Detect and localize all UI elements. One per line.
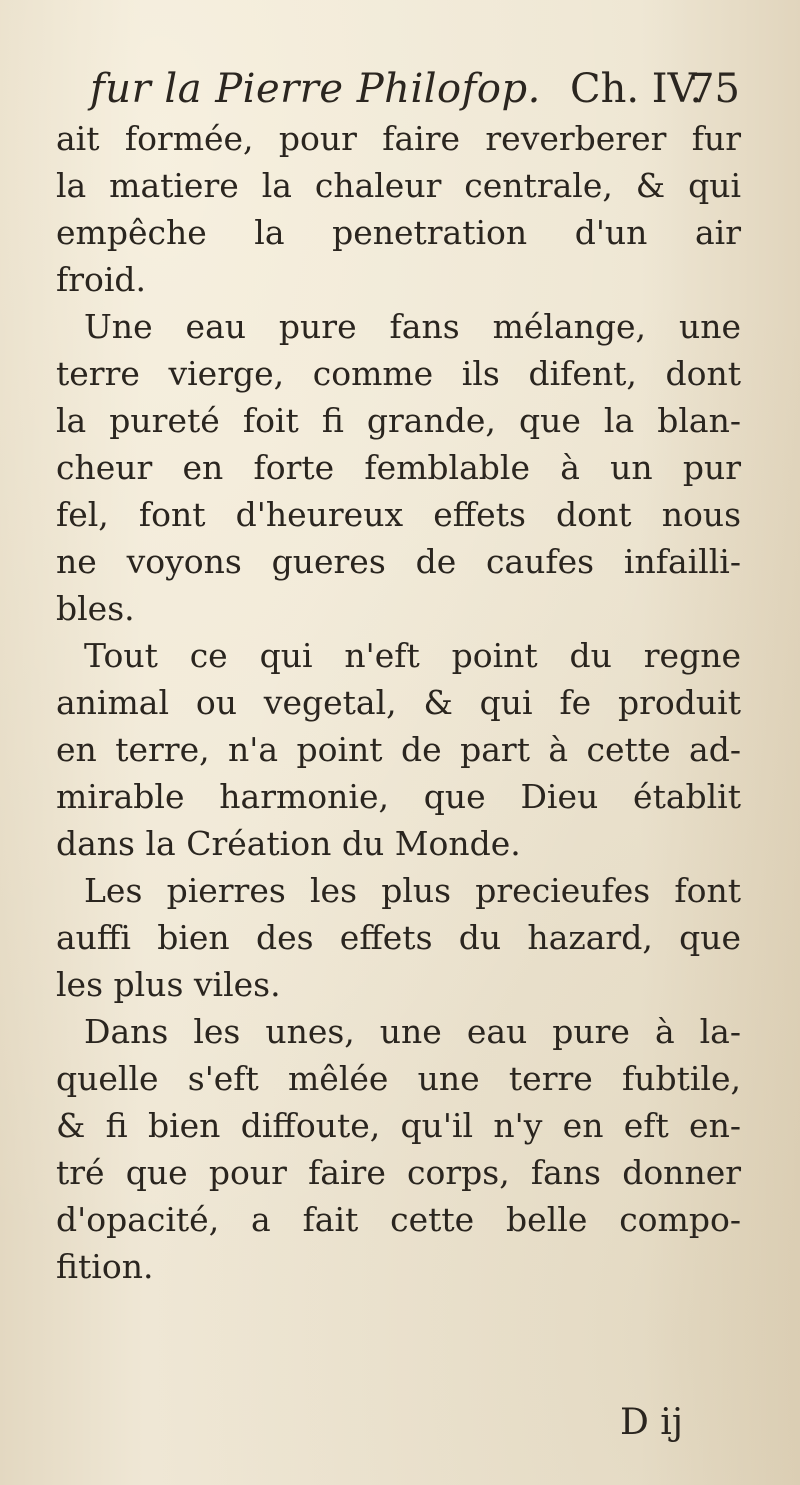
text-line: Tout ce qui n'eft point du regne (84, 636, 741, 675)
text-line: Dans les unes, une eau pure à la- (84, 1012, 741, 1051)
text-line: bles. (56, 589, 135, 628)
running-title: fur la Pierre Philofop. (90, 66, 541, 112)
text-line: animal ou vegetal, & qui fe produit (56, 683, 741, 722)
text-line: terre vierge, comme ils difent, dont (56, 354, 741, 393)
text-line: quelle s'eft mêlée une terre fubtile, (56, 1059, 741, 1098)
text-line: Une eau pure fans mélange, une (84, 307, 741, 346)
text-line: fel, font d'heureux effets dont nous (56, 495, 741, 534)
text-line: empêche la penetration d'un air (56, 213, 741, 252)
text-line: cheur en forte femblable à un pur (56, 448, 741, 487)
text-line: les plus viles. (56, 965, 281, 1004)
text-line: d'opacité, a fait cette belle compo- (56, 1200, 741, 1239)
page-number: 75 (689, 66, 740, 112)
text-line: froid. (56, 260, 147, 299)
page-header (90, 58, 740, 118)
chapter-label: Ch. IV. (570, 66, 703, 112)
text-line: & fi bien diffoute, qu'il n'y en eft en- (56, 1106, 741, 1145)
text-line: la pureté foit fi grande, que la blan- (56, 401, 741, 440)
text-line: ait formée, pour faire reverberer fur (56, 119, 741, 158)
text-line: ne voyons gueres de caufes infailli- (56, 542, 741, 581)
text-line: mirable harmonie, que Dieu établit (56, 777, 741, 816)
text-line: en terre, n'a point de part à cette ad- (56, 730, 741, 769)
signature-mark: D ij (620, 1402, 683, 1443)
text-line: auffi bien des effets du hazard, que (56, 918, 741, 957)
text-line: tré que pour faire corps, fans donner (56, 1153, 741, 1192)
text-line: Les pierres les plus precieufes font (84, 871, 741, 910)
text-line: dans la Création du Monde. (56, 824, 521, 863)
text-line: la matiere la chaleur centrale, & qui (56, 166, 741, 205)
text-line: fition. (56, 1247, 154, 1286)
body-text (56, 115, 741, 1290)
